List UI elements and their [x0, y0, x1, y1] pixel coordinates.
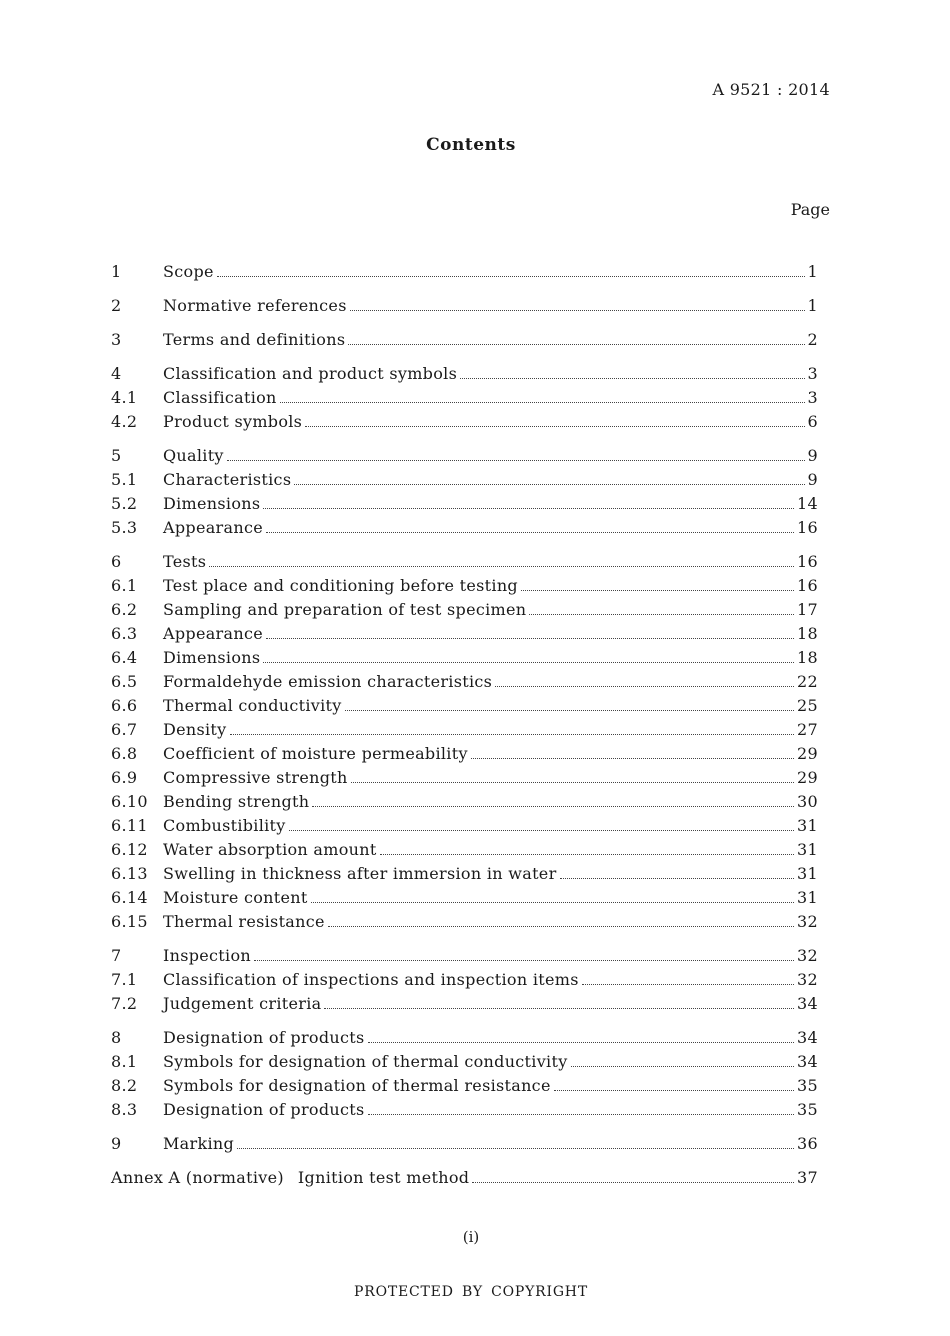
dot-leader	[380, 854, 794, 855]
toc-entry-title: Combustibility	[163, 816, 286, 835]
toc-entry-page: 29	[797, 768, 818, 787]
toc-entry-number: 4	[111, 364, 122, 383]
dot-leader	[311, 902, 794, 903]
dot-leader	[289, 830, 794, 831]
toc-entry-5-2[interactable]	[111, 492, 818, 516]
toc-entry-number: 4.2	[111, 412, 138, 431]
toc-entry-page: 35	[797, 1076, 818, 1095]
toc-entry-title: Symbols for designation of thermal conductivity	[163, 1052, 568, 1071]
toc-entry-page: 32	[797, 912, 818, 931]
toc-entry-number: 5.1	[111, 470, 138, 489]
dot-leader	[237, 1148, 794, 1149]
toc-entry-number: 6.4	[111, 648, 138, 667]
toc-entry-1[interactable]	[111, 260, 818, 284]
dot-leader	[217, 276, 805, 277]
toc-entry-number: 6.14	[111, 888, 148, 907]
toc-entry-page: 9	[807, 470, 818, 489]
dot-leader	[227, 460, 805, 461]
toc-entry-number: 5.3	[111, 518, 138, 537]
toc-entry-title: Classification and product symbols	[163, 364, 458, 383]
toc-entry-title: Formaldehyde emission characteristics	[163, 672, 493, 691]
toc-entry-page: 36	[797, 1134, 818, 1153]
toc-section-group	[111, 362, 818, 434]
toc-entry-title: Bending strength	[163, 792, 310, 811]
dot-leader	[230, 734, 795, 735]
copyright-notice: PROTECTED BY COPYRIGHT	[354, 1284, 588, 1300]
toc-entry-8-1[interactable]	[111, 1050, 818, 1074]
toc-entry-page: 18	[797, 648, 818, 667]
toc-entry-2[interactable]	[111, 294, 818, 318]
toc-entry-number: 6.15	[111, 912, 148, 931]
toc-entry-number: 7	[111, 946, 122, 965]
toc-entry-number: 5.2	[111, 494, 138, 513]
dot-leader	[560, 878, 795, 879]
toc-entry-number: 6.7	[111, 720, 138, 739]
toc-entry-annex-a[interactable]	[111, 1166, 818, 1190]
toc-entry-title: Dimensions	[163, 494, 261, 513]
toc-entry-8-2[interactable]	[111, 1074, 818, 1098]
toc-entry-7[interactable]	[111, 944, 818, 968]
toc-entry-number: 8.1	[111, 1052, 138, 1071]
toc-entry-number: 7.1	[111, 970, 138, 989]
toc-entry-page: 1	[807, 262, 818, 281]
toc-section-group	[111, 328, 818, 352]
toc-entry-title: Compressive strength	[163, 768, 348, 787]
dot-leader	[471, 758, 794, 759]
toc-entry-6[interactable]	[111, 550, 818, 574]
toc-entry-title: Thermal conductivity	[163, 696, 342, 715]
toc-entry-title: Inspection	[163, 946, 251, 965]
toc-entry-page: 34	[797, 1028, 818, 1047]
toc-entry-7-1[interactable]	[111, 968, 818, 992]
toc-entry-page: 32	[797, 970, 818, 989]
toc-entry-page: 31	[797, 840, 818, 859]
toc-entry-title: Swelling in thickness after immersion in water	[163, 864, 557, 883]
toc-entry-6-3[interactable]	[111, 622, 818, 646]
dot-leader	[263, 508, 794, 509]
toc-entry-number: 1	[111, 262, 122, 281]
toc-section-group	[111, 294, 818, 318]
toc-entry-6-15[interactable]	[111, 910, 818, 934]
toc-entry-6-8[interactable]	[111, 742, 818, 766]
toc-entry-title: Appearance	[163, 624, 263, 643]
toc-entry-title: Appearance	[163, 518, 263, 537]
toc-entry-page: 2	[807, 330, 818, 349]
page-number: (i)	[462, 1228, 480, 1246]
toc-entry-page: 37	[797, 1168, 818, 1187]
page-column-heading: Page	[790, 200, 830, 219]
toc-entry-page: 27	[797, 720, 818, 739]
toc-entry-title: Normative references	[163, 296, 347, 315]
toc-entry-number: 6.12	[111, 840, 148, 859]
dot-leader	[582, 984, 794, 985]
dot-leader	[351, 782, 794, 783]
toc-entry-6-1[interactable]	[111, 574, 818, 598]
toc-entry-6-7[interactable]	[111, 718, 818, 742]
dot-leader	[305, 426, 804, 427]
dot-leader	[312, 806, 794, 807]
toc-entry-number: 2	[111, 296, 122, 315]
toc-entry-number: 6	[111, 552, 122, 571]
toc-entry-title: Judgement criteria	[163, 994, 322, 1013]
toc-entry-title: Moisture content	[163, 888, 308, 907]
toc-entry-number: 6.11	[111, 816, 148, 835]
toc-entry-page: 25	[797, 696, 818, 715]
toc-entry-title: Classification of inspections and inspection items	[163, 970, 579, 989]
toc-entry-6-2[interactable]	[111, 598, 818, 622]
toc-entry-number: 8.3	[111, 1100, 138, 1119]
toc-entry-6-4[interactable]	[111, 646, 818, 670]
toc-entry-title: Sampling and preparation of test specimen	[163, 600, 527, 619]
toc-entry-5-1[interactable]	[111, 468, 818, 492]
toc-entry-number: 6.9	[111, 768, 138, 787]
toc-entry-title: Designation of products	[163, 1028, 365, 1047]
toc-entry-page: 6	[807, 412, 818, 431]
toc-entry-title: Characteristics	[163, 470, 292, 489]
standard-number: A 9521 : 2014	[712, 80, 830, 99]
toc-entry-page: 1	[807, 296, 818, 315]
dot-leader	[209, 566, 794, 567]
toc-entry-title: Density	[163, 720, 227, 739]
toc-entry-6-10[interactable]	[111, 790, 818, 814]
toc-section-group	[111, 550, 818, 934]
toc-entry-number: 6.5	[111, 672, 138, 691]
toc-entry-6-12[interactable]	[111, 838, 818, 862]
toc-entry-page: 16	[797, 576, 818, 595]
dot-leader	[345, 710, 794, 711]
toc-entry-number: 6.1	[111, 576, 138, 595]
toc-entry-number: 7.2	[111, 994, 138, 1013]
toc-entry-4[interactable]	[111, 362, 818, 386]
toc-entry-7-2[interactable]	[111, 992, 818, 1016]
toc-entry-page: 31	[797, 864, 818, 883]
dot-leader	[368, 1042, 795, 1043]
toc-entry-title: Symbols for designation of thermal resistance	[163, 1076, 551, 1095]
toc-entry-page: 34	[797, 1052, 818, 1071]
dot-leader	[280, 402, 805, 403]
toc-entry-number: 8.2	[111, 1076, 138, 1095]
toc-entry-title: Test place and conditioning before testing	[163, 576, 518, 595]
toc-entry-6-9[interactable]	[111, 766, 818, 790]
toc-entry-title: Coefficient of moisture permeability	[163, 744, 468, 763]
dot-leader	[348, 344, 804, 345]
toc-entry-number: 4.1	[111, 388, 138, 407]
toc-entry-5-3[interactable]	[111, 516, 818, 540]
dot-leader	[529, 614, 794, 615]
toc-section-group	[111, 1026, 818, 1122]
toc-entry-title: Marking	[163, 1134, 235, 1153]
toc-entry-number: 6.3	[111, 624, 138, 643]
dot-leader	[472, 1182, 794, 1183]
toc-entry-page: 30	[797, 792, 818, 811]
toc-entry-number: 6.6	[111, 696, 138, 715]
toc-entry-title: Water absorption amount	[163, 840, 377, 859]
dot-leader	[294, 484, 804, 485]
toc-entry-6-6[interactable]	[111, 694, 818, 718]
toc-entry-8-3[interactable]	[111, 1098, 818, 1122]
toc-entry-number: 8	[111, 1028, 122, 1047]
dot-leader	[495, 686, 794, 687]
toc-entry-title: Thermal resistance	[163, 912, 325, 931]
toc-entry-title: Tests	[163, 552, 207, 571]
dot-leader	[266, 532, 794, 533]
dot-leader	[328, 926, 794, 927]
toc-entry-page: 3	[807, 388, 818, 407]
toc-entry-page: 31	[797, 888, 818, 907]
toc-entry-number: 5	[111, 446, 122, 465]
toc-entry-4-1[interactable]	[111, 386, 818, 410]
toc-entry-6-5[interactable]	[111, 670, 818, 694]
toc-entry-6-11[interactable]	[111, 814, 818, 838]
toc-entry-title: Product symbols	[163, 412, 303, 431]
toc-entry-8[interactable]	[111, 1026, 818, 1050]
toc-entry-title: Quality	[163, 446, 224, 465]
toc-entry-page: 9	[807, 446, 818, 465]
annex-label: Annex A (normative)	[111, 1168, 284, 1187]
toc-entry-title: Scope	[163, 262, 214, 281]
toc-entry-3[interactable]	[111, 328, 818, 352]
dot-leader	[263, 662, 794, 663]
toc-entry-page: 31	[797, 816, 818, 835]
toc-entry-page: 35	[797, 1100, 818, 1119]
toc-entry-number: 6.13	[111, 864, 148, 883]
dot-leader	[571, 1066, 795, 1067]
dot-leader	[460, 378, 804, 379]
dot-leader	[324, 1008, 794, 1009]
toc-entry-page: 3	[807, 364, 818, 383]
toc-entry-page: 16	[797, 518, 818, 537]
toc-entry-number: 6.10	[111, 792, 148, 811]
dot-leader	[254, 960, 794, 961]
toc-entry-6-13[interactable]	[111, 862, 818, 886]
dot-leader	[521, 590, 794, 591]
toc-entry-6-14[interactable]	[111, 886, 818, 910]
toc-entry-title: Designation of products	[163, 1100, 365, 1119]
toc-entry-page: 29	[797, 744, 818, 763]
toc-entry-page: 16	[797, 552, 818, 571]
toc-entry-page: 22	[797, 672, 818, 691]
toc-entry-number: 9	[111, 1134, 122, 1153]
dot-leader	[350, 310, 805, 311]
toc-section-group	[111, 444, 818, 540]
toc-section-group	[111, 944, 818, 1016]
toc-entry-title: Dimensions	[163, 648, 261, 667]
dot-leader	[554, 1090, 794, 1091]
toc-entry-title: Terms and definitions	[163, 330, 346, 349]
toc-entry-page: 34	[797, 994, 818, 1013]
dot-leader	[266, 638, 794, 639]
toc-section-group	[111, 1132, 818, 1156]
toc-entry-title: Classification	[163, 388, 277, 407]
toc-entry-page: 32	[797, 946, 818, 965]
toc-entry-5[interactable]	[111, 444, 818, 468]
toc-entry-number: 6.8	[111, 744, 138, 763]
table-of-contents	[111, 260, 818, 1190]
toc-entry-title: Ignition test method	[297, 1168, 470, 1187]
contents-title: Contents	[426, 135, 516, 155]
toc-section-group	[111, 260, 818, 284]
toc-entry-page: 17	[797, 600, 818, 619]
toc-entry-page: 18	[797, 624, 818, 643]
dot-leader	[368, 1114, 795, 1115]
toc-entry-number: 6.2	[111, 600, 138, 619]
toc-entry-9[interactable]	[111, 1132, 818, 1156]
toc-entry-number: 3	[111, 330, 122, 349]
toc-entry-4-2[interactable]	[111, 410, 818, 434]
toc-entry-page: 14	[797, 494, 818, 513]
